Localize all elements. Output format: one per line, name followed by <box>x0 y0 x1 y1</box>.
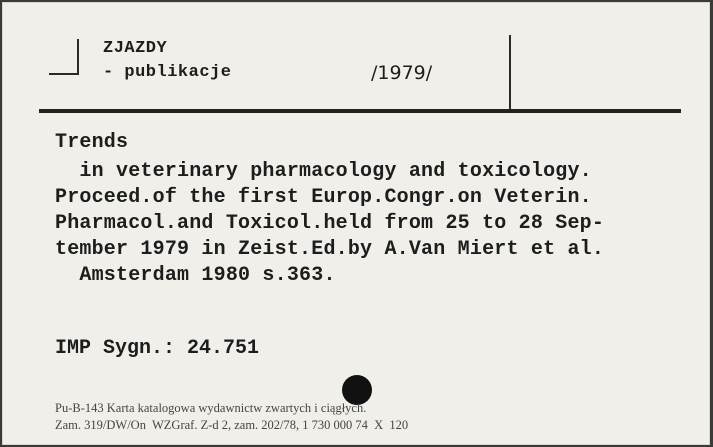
header-divider-rule <box>39 109 681 113</box>
entry-line-5: tember 1979 in Zeist.Ed.by A.Van Miert et al. <box>55 238 605 261</box>
call-number: IMP Sygn.: 24.751 <box>55 337 260 360</box>
footer-line-2: Zam. 319/DW/On WZGraf. Z-d 2, zam. 202/78, 1 730 000 74 X 120 <box>55 418 409 432</box>
catalog-card <box>2 2 710 445</box>
card-year: /1979/ <box>371 62 433 84</box>
entry-line-1: Trends <box>55 131 129 154</box>
entry-line-3: Proceed.of the first Europ.Congr.on Veterin. <box>55 186 592 209</box>
card-category: ZJAZDY <box>103 39 168 58</box>
entry-line-4: Pharmacol.and Toxicol.held from 25 to 28 Sep- <box>55 212 605 235</box>
header-tab-horizontal <box>49 73 79 75</box>
entry-line-6: Amsterdam 1980 s.363. <box>55 264 336 287</box>
card-subcategory: - publikacje <box>103 63 232 82</box>
entry-line-2: in veterinary pharmacology and toxicology. <box>55 160 592 183</box>
footer-line-1: Pu-B-143 Karta katalogowa wydawnictw zwartych i ciągłych. <box>55 401 367 415</box>
header-tab-vertical <box>77 39 79 75</box>
header-right-divider <box>509 35 511 109</box>
